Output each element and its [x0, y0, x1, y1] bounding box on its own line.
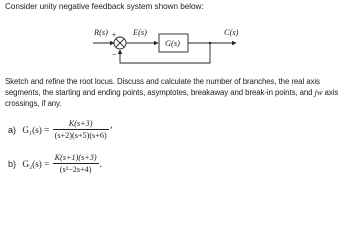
problem-statement [5, 76, 349, 109]
minus-sign: − [112, 52, 117, 59]
output-signal-label: C(s) [224, 28, 239, 37]
part-b-trail: . [99, 158, 102, 169]
part-b-numerator: K(s+1)(s+3) [54, 153, 97, 162]
takeoff-point [209, 42, 211, 44]
input-signal-label: R(s) [94, 28, 108, 37]
part-b-lhs: G₂(s) = [22, 158, 50, 169]
plus-sign: + [112, 32, 117, 39]
part-a-lhs: G₁(s) = [22, 124, 50, 135]
part-a-fraction [53, 119, 109, 140]
jw-symbol: jw [314, 87, 323, 97]
problem-text-after: axis crossings, if any. [5, 88, 339, 108]
part-b-label: b) [8, 158, 17, 169]
part-a-label: a) [8, 124, 17, 135]
part-a [8, 119, 113, 140]
part-b [8, 153, 102, 174]
block-label: G(s) [165, 39, 180, 48]
part-b-denominator: (s²−2s+4) [59, 165, 92, 174]
problem-text-before: Sketch and refine the root locus. Discuss and calculate the number of branches, the real axis segments, the starting and ending points, asymptotes, breakaway and break-in points, and [5, 77, 320, 97]
part-b-fraction [53, 153, 99, 174]
problem-intro: Consider unity negative feedback system shown below: [5, 2, 204, 11]
part-a-numerator: K(s+3) [53, 119, 109, 130]
part-a-denominator: (s+2)(s+5)(s+6) [54, 131, 107, 140]
part-a-trail: ’ [109, 124, 113, 135]
error-signal-label: E(s) [133, 28, 147, 37]
